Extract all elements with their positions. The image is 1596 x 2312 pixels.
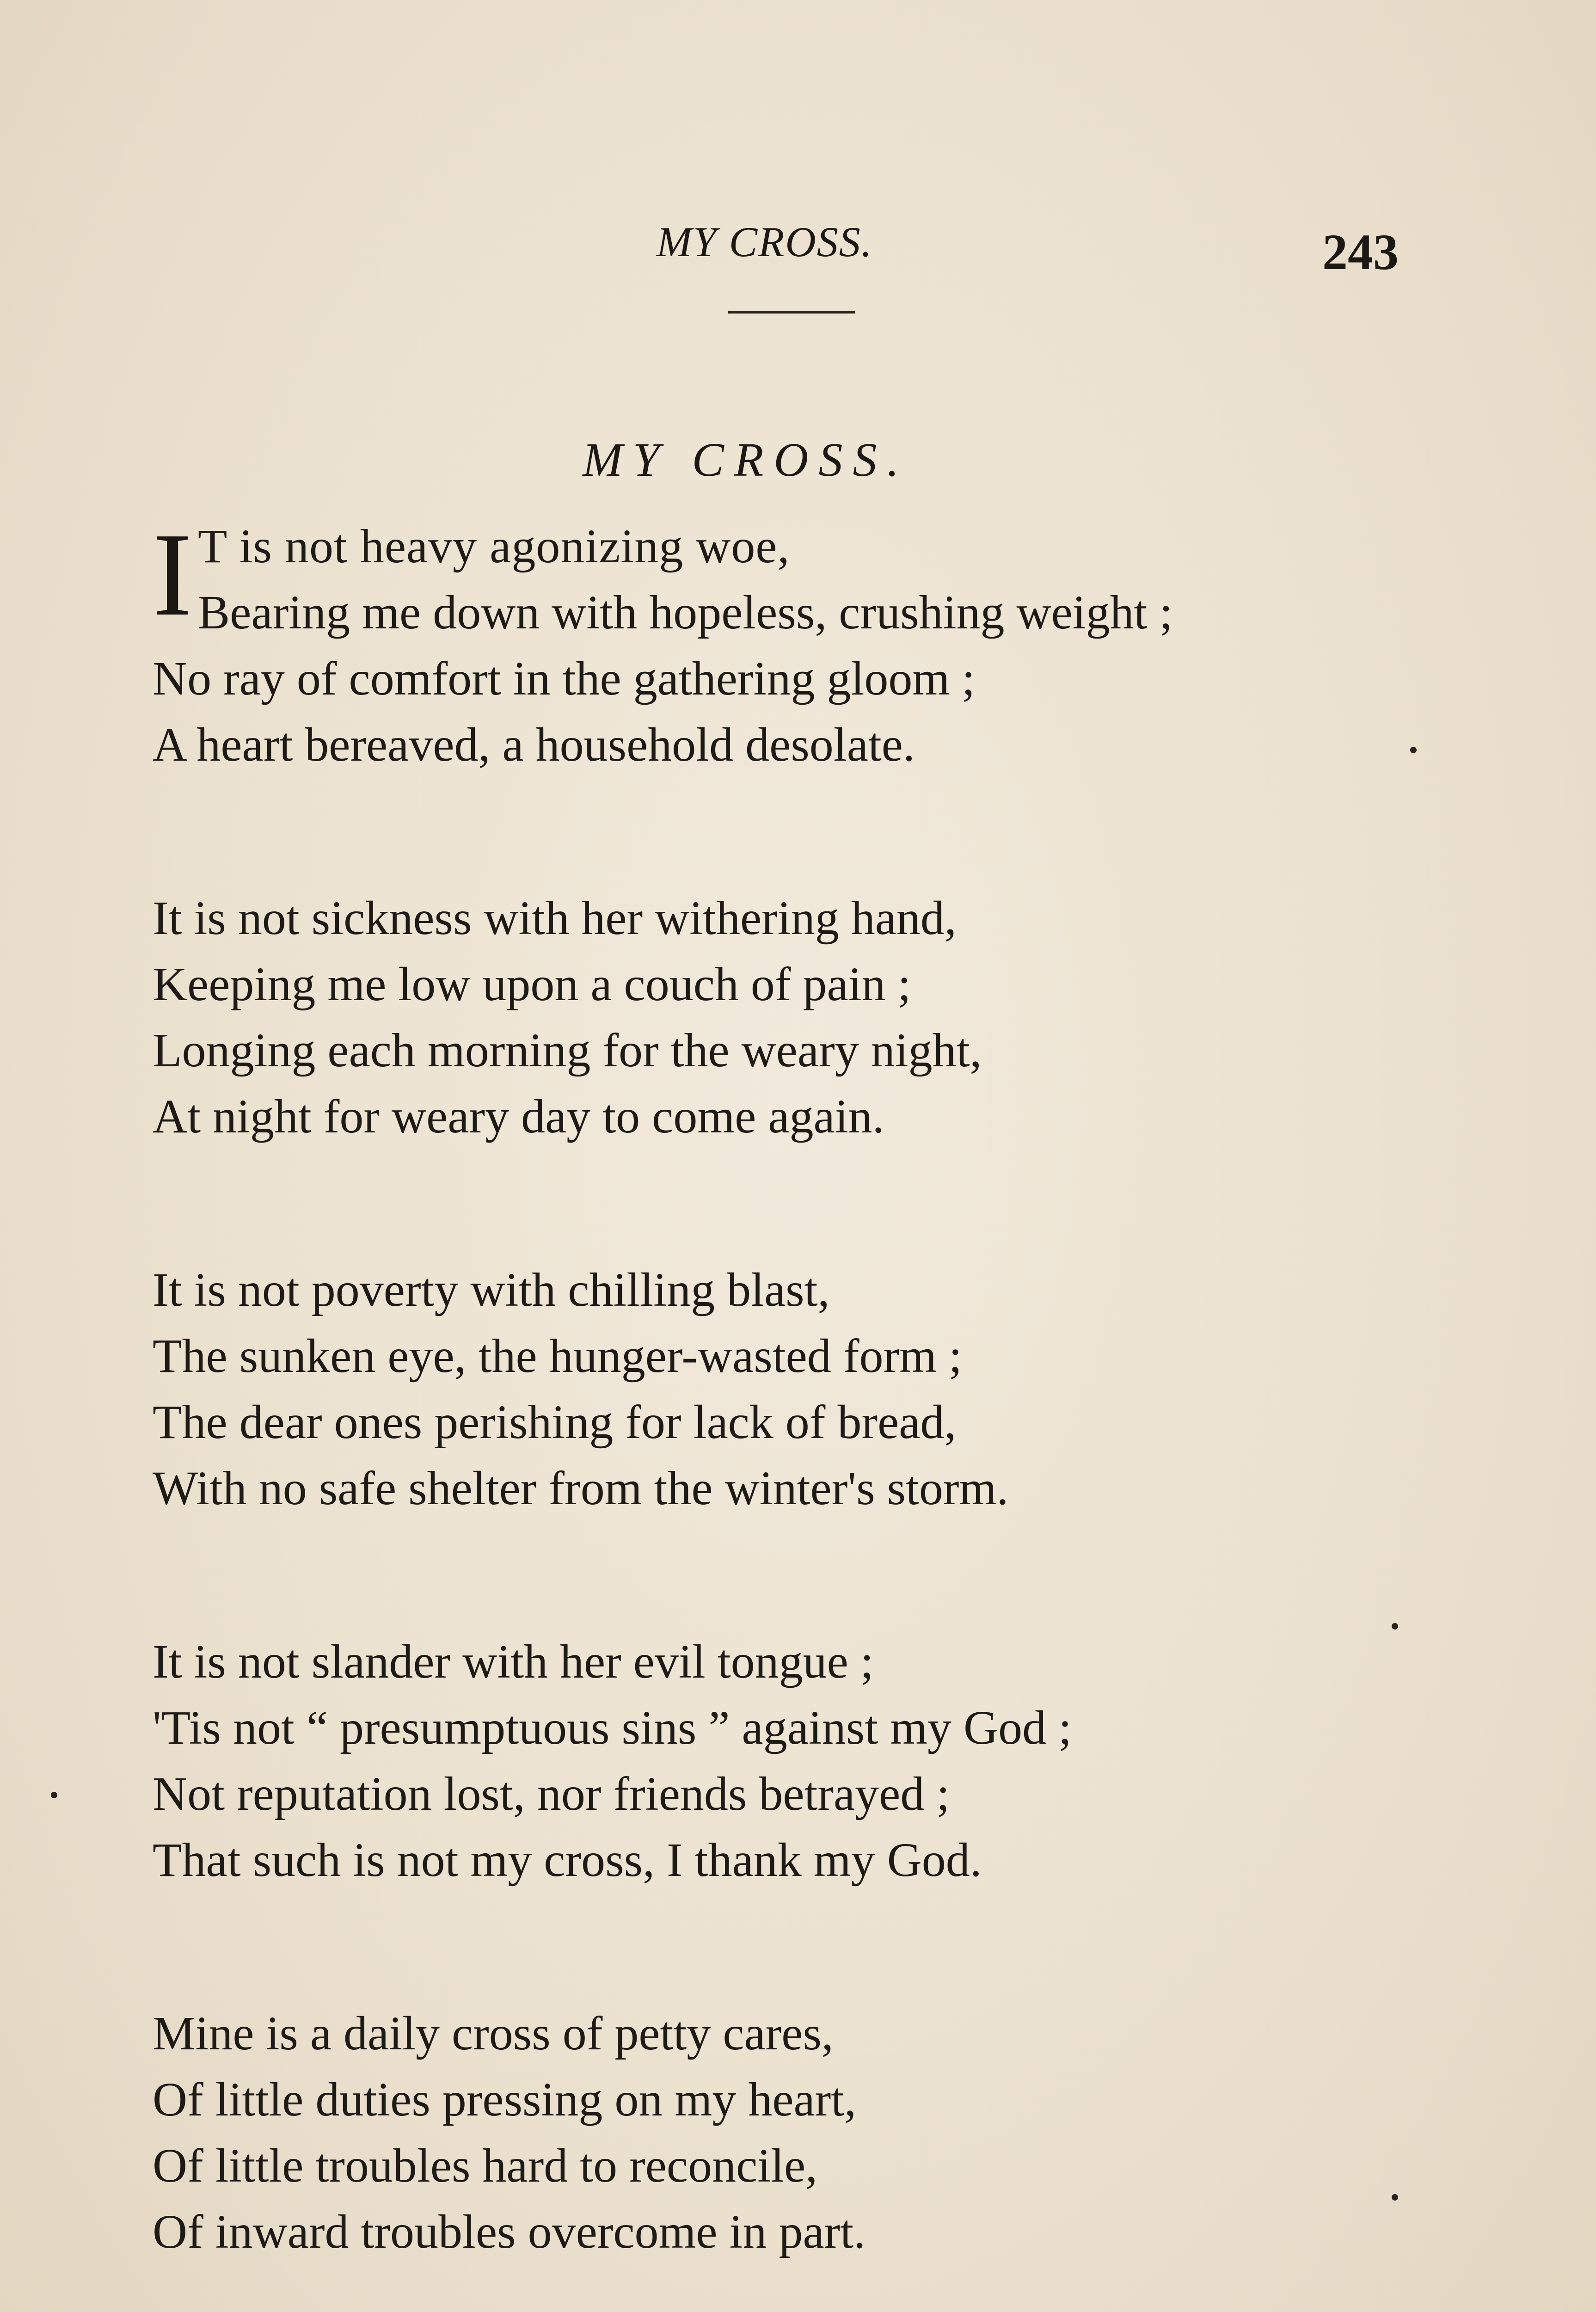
poem-line: 'Tis not “ presumptuous sins ” against my God ; bbox=[153, 1701, 1072, 1754]
poem-line: Of little duties pressing on my heart, bbox=[153, 2073, 857, 2126]
drop-cap: I bbox=[153, 508, 192, 640]
poem-line: Of inward troubles overcome in part. bbox=[153, 2205, 866, 2258]
poem-line: Bearing me down with hopeless, crushing weight ; bbox=[197, 586, 1173, 639]
poem-line: Not reputation lost, nor friends betrayed ; bbox=[153, 1767, 950, 1820]
poem-line: That such is not my cross, I thank my God. bbox=[153, 1833, 982, 1887]
page-number: 243 bbox=[1322, 224, 1399, 280]
poem-line: Keeping me low upon a couch of pain ; bbox=[153, 958, 911, 1011]
poem-line: It is not slander with her evil tongue ; bbox=[153, 1635, 874, 1688]
poem-title: MY CROSS. bbox=[583, 433, 909, 486]
stanza-4 bbox=[153, 1629, 1493, 1893]
poem-line: The dear ones perishing for lack of bread, bbox=[153, 1396, 957, 1449]
poem-line: No ray of comfort in the gathering gloom ; bbox=[153, 652, 976, 705]
title-rule bbox=[728, 311, 855, 314]
poem-line: With no safe shelter from the winter's storm. bbox=[153, 1462, 1009, 1515]
stanza-5 bbox=[153, 2000, 1493, 2265]
poem-line: Of little troubles hard to reconcile, bbox=[153, 2139, 818, 2192]
ink-speck bbox=[51, 1792, 57, 1798]
poem-line: The sunken eye, the hunger-wasted form ; bbox=[153, 1329, 962, 1383]
running-head bbox=[0, 217, 1596, 280]
poem-line: A heart bereaved, a household desolate. bbox=[153, 718, 915, 771]
stanza-2 bbox=[153, 885, 1493, 1150]
stanza-3 bbox=[153, 1257, 1493, 1521]
poem-line: T is not heavy agonizing woe, bbox=[197, 520, 790, 573]
poem-line: It is not poverty with chilling blast, bbox=[153, 1263, 830, 1316]
poem-line: Longing each morning for the weary night, bbox=[153, 1024, 982, 1077]
poem-body bbox=[153, 508, 1493, 2312]
poem-line: Mine is a daily cross of petty cares, bbox=[153, 2007, 834, 2060]
poem-line: It is not sickness with her withering hand, bbox=[153, 892, 957, 945]
stanza-1 bbox=[153, 508, 1493, 778]
poem-line: At night for weary day to come again. bbox=[153, 1090, 884, 1143]
running-title: MY CROSS. bbox=[657, 218, 873, 265]
ink-speck bbox=[1392, 1623, 1398, 1629]
ink-speck bbox=[1392, 2194, 1398, 2201]
ink-speck bbox=[1410, 747, 1417, 753]
